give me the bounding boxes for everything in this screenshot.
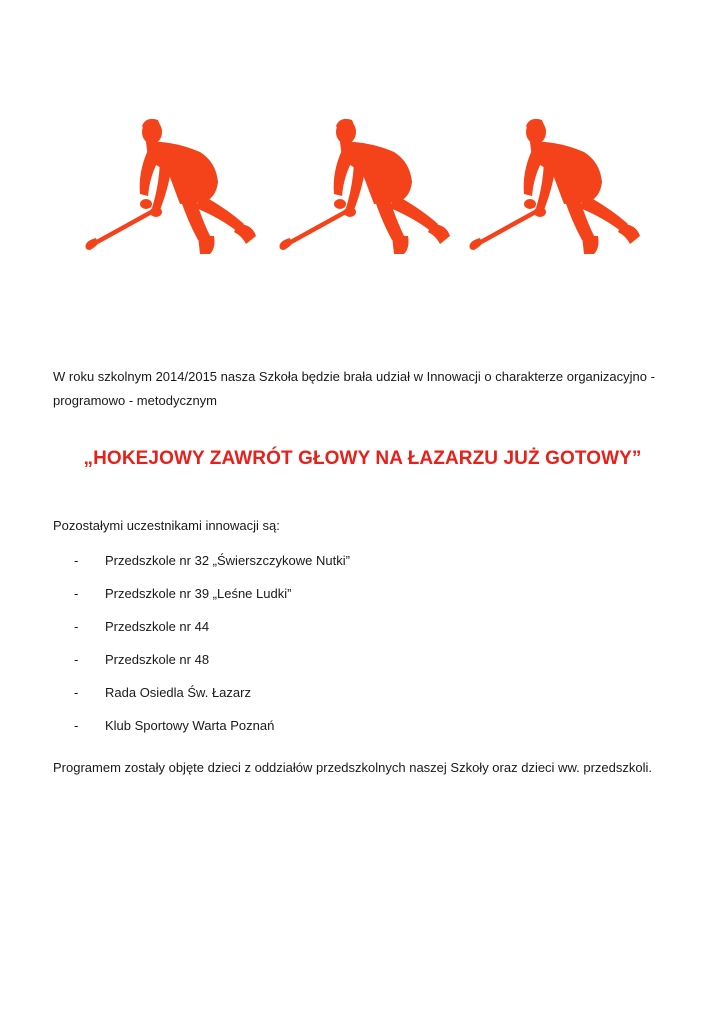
list-item (53, 586, 350, 619)
hockey-player-icon (76, 112, 266, 262)
innovation-title: „HOKEJOWY ZAWRÓT GŁOWY NA ŁAZARZU JUŻ GOTOWY” (83, 448, 642, 469)
closing-paragraph: Programem zostały objęte dzieci z oddziałów przedszkolnych naszej Szkoły oraz dzieci ww. przedszkoli. (53, 760, 652, 775)
participant-name: Klub Sportowy Warta Poznań (105, 718, 275, 733)
list-item (53, 619, 350, 652)
hockey-player-icon (270, 112, 460, 262)
participants-label: Pozostałymi uczestnikami innowacji są: (53, 518, 280, 533)
list-item (53, 553, 350, 586)
list-bullet: - (74, 685, 79, 700)
list-item (53, 718, 350, 751)
participant-name: Przedszkole nr 48 (105, 652, 210, 667)
hockey-players-banner (70, 112, 660, 262)
list-bullet: - (74, 586, 79, 601)
list-bullet: - (74, 553, 79, 568)
list-bullet: - (74, 718, 79, 733)
participants-list (53, 553, 350, 751)
hockey-player-icon (460, 112, 650, 262)
intro-paragraph: W roku szkolnym 2014/2015 nasza Szkoła będzie brała udział w Innowacji o charakterze organizacyjno - programowo - metodycznym (53, 369, 655, 408)
participant-name: Przedszkole nr 39 „Leśne Ludki” (105, 586, 292, 601)
list-item (53, 652, 350, 685)
participant-name: Przedszkole nr 32 „Świerszczykowe Nutki” (105, 553, 350, 568)
participant-name: Przedszkole nr 44 (105, 619, 210, 634)
list-bullet: - (74, 652, 79, 667)
list-item (53, 685, 350, 718)
participant-name: Rada Osiedla Św. Łazarz (105, 685, 251, 700)
list-bullet: - (74, 619, 79, 634)
